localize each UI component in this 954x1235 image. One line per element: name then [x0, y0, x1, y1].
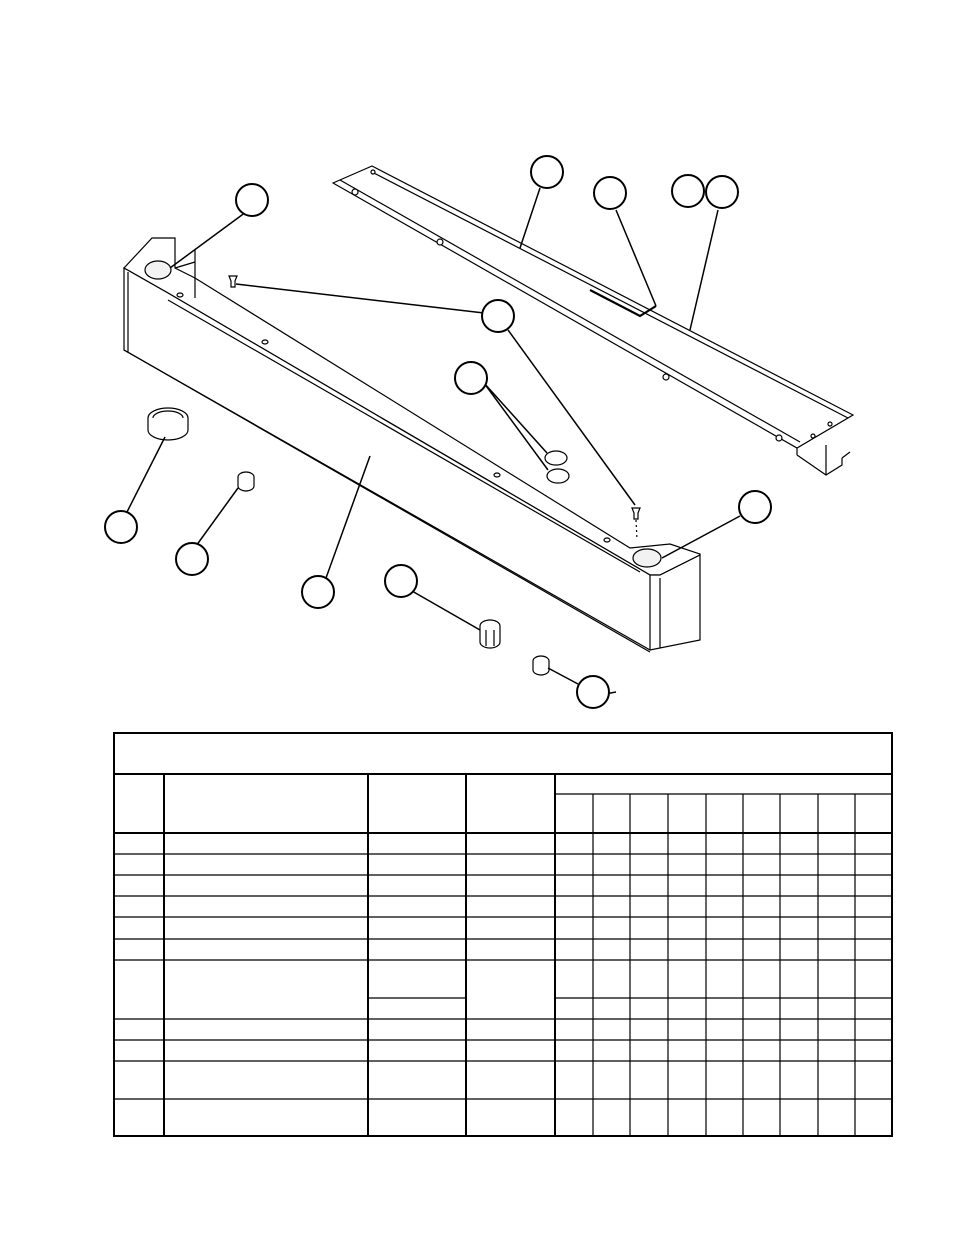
callout-bubble	[105, 511, 137, 543]
channel-rail-leg	[842, 452, 850, 458]
parts-list-table	[113, 732, 894, 1138]
bearing-cap	[480, 620, 500, 648]
callout-bubble	[176, 543, 208, 575]
callout-bubble	[482, 300, 514, 332]
callout-bubble	[706, 176, 738, 208]
base-box-top-face	[124, 238, 700, 575]
hole-plug	[533, 656, 549, 675]
table-column-dividers	[164, 774, 555, 1136]
callout-bubble	[577, 676, 609, 708]
base-box-end-bore	[633, 549, 661, 567]
model-column-dividers	[593, 794, 855, 1136]
callout-bubble	[594, 177, 626, 209]
callout-bubble	[531, 156, 563, 188]
channel-rail-edge	[340, 180, 800, 442]
callout-bubble	[672, 175, 704, 207]
callout-bubble	[302, 576, 334, 608]
callout-bubble	[236, 184, 268, 216]
callout-bubble	[455, 362, 487, 394]
table-row-dividers	[114, 854, 892, 1099]
base-box-end-bore	[145, 261, 171, 279]
bushing	[148, 408, 188, 440]
callout-bubble	[385, 565, 417, 597]
callout-bubble	[739, 491, 771, 523]
channel-rail-top-face	[333, 166, 853, 448]
base-box-edge	[168, 300, 640, 572]
hole-plug	[238, 472, 254, 491]
washer-pair	[545, 451, 569, 483]
base-box-edge	[124, 350, 650, 652]
channel-rail-leg	[797, 455, 842, 475]
